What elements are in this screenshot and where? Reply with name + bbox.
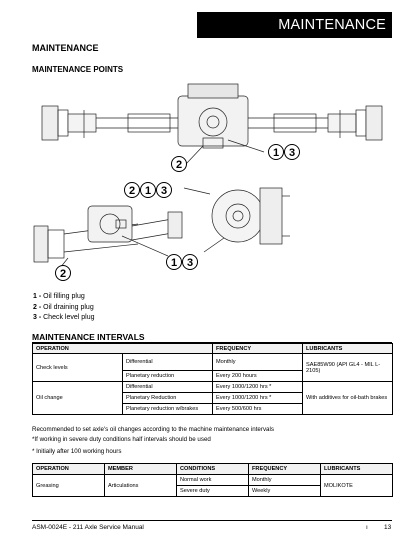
axle-side-view-drawing [184, 188, 290, 252]
frequency-cell: Weekly [249, 486, 321, 497]
lubricant-cell: With additives for oil-bath brakes [303, 382, 393, 415]
greasing-table [32, 463, 393, 497]
callout-3-top [285, 145, 300, 160]
operation-cell: Oil change [33, 382, 123, 415]
footer-manual-title: ASM-0024E - 211 Axle Service Manual [32, 524, 144, 531]
legend-item: 1 - Oil filling plug [33, 293, 85, 300]
item-cell: Planetary reduction [123, 371, 213, 382]
col-header-lubricants: LUBRICANTS [303, 344, 393, 354]
page-header-title: MAINTENANCE [197, 12, 392, 38]
frequency-cell: Every 200 hours [213, 371, 303, 382]
legend-item: 3 - Check level plug [33, 314, 95, 321]
table-row [33, 475, 393, 486]
intervals-title: MAINTENANCE INTERVALS [32, 332, 145, 342]
lubricant-cell: MOLIKOTE [321, 475, 393, 497]
item-cell: Differential [123, 382, 213, 393]
section-title: MAINTENANCE [32, 43, 99, 53]
frequency-cell: Every 500/600 hrs [213, 404, 303, 415]
svg-text:3: 3 [160, 185, 168, 197]
svg-text:2: 2 [59, 268, 67, 280]
col-header-frequency: FREQUENCY [249, 464, 321, 475]
axle-diagram [28, 76, 390, 286]
svg-text:2: 2 [175, 159, 183, 171]
interval-notes [32, 425, 274, 457]
col-header-conditions: CONDITIONS [177, 464, 249, 475]
item-cell: Differential [123, 354, 213, 371]
col-header-operation: OPERATION [33, 344, 213, 354]
col-header-member: MEMBER [105, 464, 177, 475]
front-axle-drawing [42, 84, 382, 164]
callout-2-top [172, 157, 187, 172]
callout-2-bottom [56, 266, 71, 281]
col-header-lubricants: LUBRICANTS [321, 464, 393, 475]
rear-axle-drawing [34, 206, 182, 268]
plug-legend [33, 292, 95, 324]
svg-text:2: 2 [128, 185, 136, 197]
section-subtitle: MAINTENANCE POINTS [32, 65, 124, 74]
callout-2-middle [125, 183, 140, 198]
footer-divider [32, 520, 392, 521]
condition-cell: Normal work [177, 475, 249, 486]
callout-1-middle [141, 183, 156, 198]
svg-text:1: 1 [144, 185, 152, 197]
frequency-cell: Every 1000/1200 hrs * [213, 393, 303, 404]
page-number: 13 [384, 524, 392, 531]
col-header-frequency: FREQUENCY [213, 344, 303, 354]
col-header-operation: OPERATION [33, 464, 105, 475]
note-line: Recommended to set axle's oil changes according to the machine maintenance intervals [32, 426, 274, 433]
operation-cell: Greasing [33, 475, 105, 497]
frequency-cell: Monthly [249, 475, 321, 486]
table-row [33, 354, 393, 371]
legend-item: 2 - Oil draining plug [33, 303, 94, 311]
svg-text:1: 1 [170, 257, 178, 269]
callout-1-top [269, 145, 284, 160]
operation-cell: Check levels [33, 354, 123, 382]
svg-text:3: 3 [186, 257, 194, 269]
note-line: * Initially after 100 working hours [32, 448, 122, 455]
frequency-cell: Every 1000/1200 hrs * [213, 382, 303, 393]
svg-text:3: 3 [288, 147, 296, 159]
frequency-cell: Monthly [213, 354, 303, 371]
member-cell: Articulations [105, 475, 177, 497]
svg-text:1: 1 [272, 147, 280, 159]
callout-1-bottom [167, 255, 182, 270]
table-row [33, 382, 393, 393]
callout-3-bottom [183, 255, 198, 270]
condition-cell: Severe duty [177, 486, 249, 497]
item-cell: Planetary reduction w/brakes [123, 404, 213, 415]
footer-mark: ı [366, 524, 368, 531]
item-cell: Planetary Reduction [123, 393, 213, 404]
lubricant-cell: SAE85W90 (API GL4 - MIL L-2105) [303, 354, 393, 382]
note-line: *If working in severe duty conditions half intervals should be used [32, 435, 211, 443]
maintenance-intervals-table [32, 343, 393, 415]
callout-3-middle [157, 183, 172, 198]
